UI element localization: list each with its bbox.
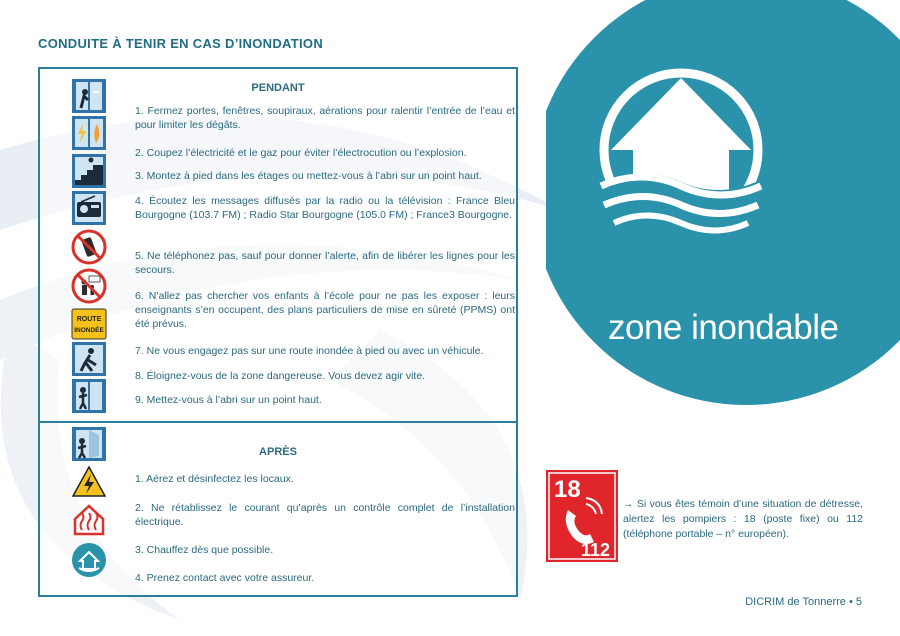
list-item: 3. Montez à pied dans les étages ou mettez-vous à l’abri sur un point haut. [135,170,482,182]
list-item: 9. Mettez-vous à l’abri sur un point haut. [135,394,322,406]
electricity-gas-icon [71,115,107,151]
logo-text: zone inondable [608,308,839,347]
flee-danger-icon [71,341,107,377]
list-item: 1. Aérez et désinfectez les locaux. [135,473,294,485]
badge-number-top: 18 [554,476,581,503]
list-item: 7. Ne vous engagez pas sur une route inondée à pied ou avec un véhicule. [135,345,484,357]
emergency-numbers-badge [546,470,618,562]
ventilate-icon [71,426,107,462]
badge-number-bottom: 112 [580,540,610,560]
no-phone-icon [71,229,107,265]
list-item: 5. Ne téléphonez pas, sauf pour donner l’alerte, afin de libérer les lignes pour les secours. [135,250,515,276]
alert-text: → Si vous êtes témoin d’une situation de détresse, alertez les pompiers : 18 (poste fixe) ou 112 (téléphone portable – n° européen). [623,498,863,540]
section-title-apres: APRÈS [259,446,297,458]
page-title: CONDUITE À TENIR EN CAS D’INONDATION [38,36,324,51]
route-sign-label: INONDÉE [74,327,104,334]
page-footer: DICRIM de Tonnerre • 5 [745,596,862,608]
list-item: 4. Prenez contact avec votre assureur. [135,572,315,584]
radio-icon [71,190,107,226]
electric-hazard-icon [71,464,107,500]
list-item: 8. Éloignez-vous de la zone dangereuse. Vous devez agir vite. [135,370,426,382]
flooded-road-sign-icon [71,306,107,342]
list-item: 2. Ne rétablissez le courant qu’après un contrôle complet de l’installation électrique. [135,502,515,528]
list-item: 1. Fermez portes, fenêtres, soupiraux, aérations pour ralentir l’entrée de l’eau et pour limiter les dégâts. [135,105,515,131]
heating-icon [71,501,107,537]
route-sign-label: ROUTE [76,316,102,323]
instructions-box [38,67,518,597]
zone-inondable-logo [546,0,900,440]
list-item: 2. Coupez l’électricité et le gaz pour éviter l’électrocution ou l’explosion. [135,147,467,159]
list-item: 4. Écoutez les messages diffusés par la radio ou la télévision : France Bleu Bourgogne (103.7 FM) ; Radio Star Bourgogne (105.0 FM) ; France3 Bourgogne. [135,195,515,221]
stairs-climb-icon [71,153,107,189]
high-ground-icon [71,378,107,414]
no-school-pickup-icon [71,268,107,304]
close-window-icon [71,78,107,114]
section-divider [40,421,516,423]
list-item: 3. Chauffez dès que possible. [135,544,274,556]
list-item: 6. N’allez pas chercher vos enfants à l’école pour ne pas les exposer : leurs enseignants s’en occupent, des plans particuliers de mise en sûreté (PPMS) ont été prévus. [135,290,515,330]
section-title-pendant: PENDANT [251,82,305,94]
insurance-house-icon [71,542,107,578]
